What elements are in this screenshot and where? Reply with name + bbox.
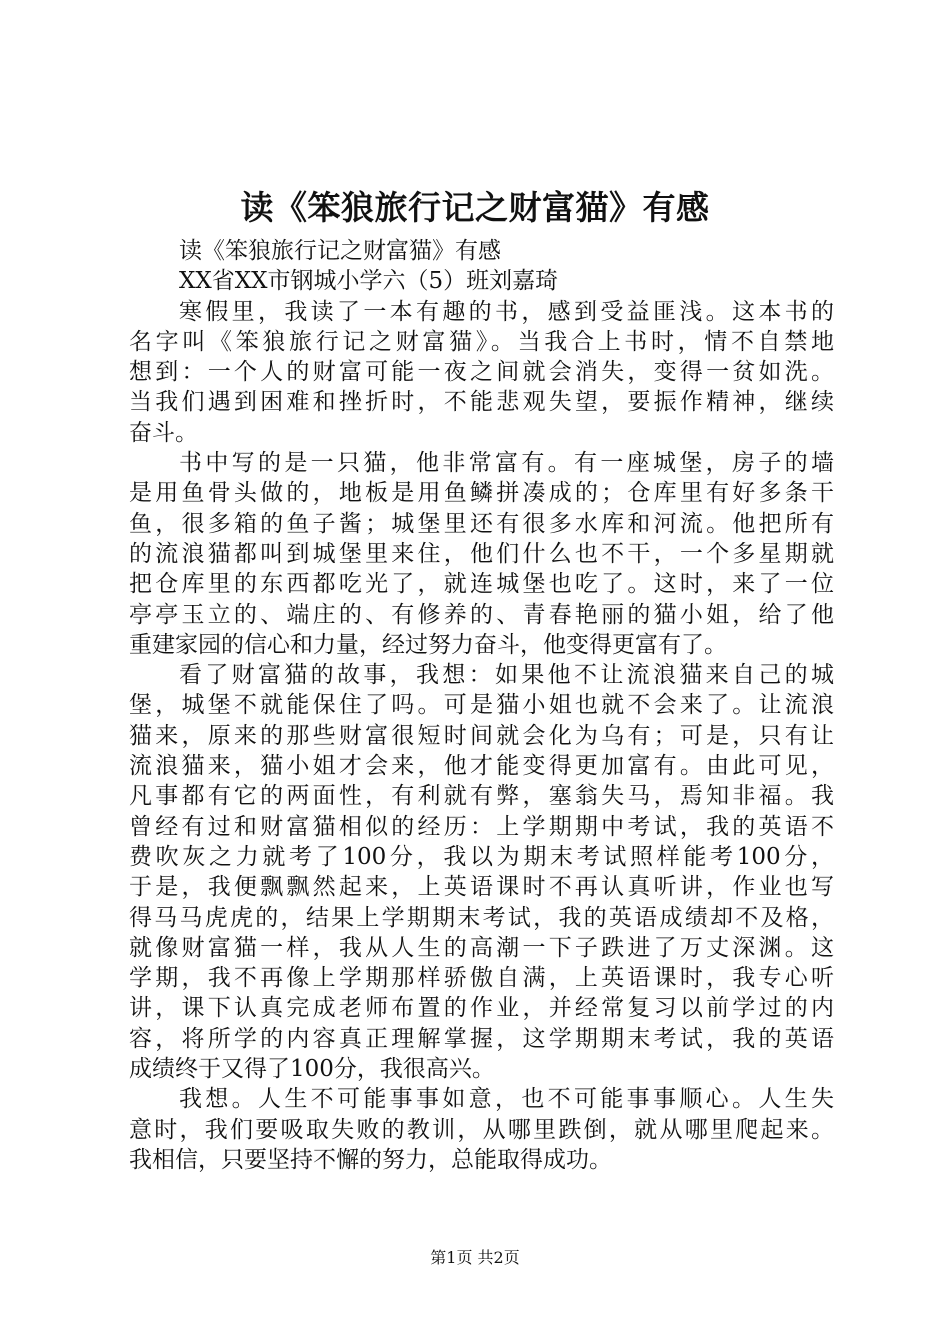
document-title: 读《笨狼旅行记之财富猫》有感: [240, 188, 710, 227]
text-line: 当我们遇到困难和挫折时，不能悲观失望，要振作精神，继续: [129, 389, 834, 416]
text-line: 猫来，原来的那些财富很短时间就会化为乌有；可是，只有让: [129, 722, 834, 749]
text-line: 容，将所学的内容真正理解掌握，这学期期末考试，我的英语: [129, 1025, 834, 1052]
text-line: 是用鱼骨头做的，地板是用鱼鳞拼凑成的；仓库里有好多条干: [129, 480, 834, 507]
text-line: 意时，我们要吸取失败的教训，从哪里跌倒，就从哪里爬起来。: [129, 1116, 834, 1143]
text-line: 亭亭玉立的、端庄的、有修养的、青春艳丽的猫小姐，给了他: [129, 601, 834, 628]
text-line: 名字叫《笨狼旅行记之财富猫》。当我合上书时，情不自禁地: [129, 328, 834, 355]
document-body: [129, 236, 834, 1175]
text-line: 想到：一个人的财富可能一夜之间就会消失，变得一贫如洗。: [129, 359, 834, 386]
text-line: 鱼，很多箱的鱼子酱；城堡里还有很多水库和河流。他把所有: [129, 510, 834, 537]
text-line: 学期，我不再像上学期那样骄傲自满，上英语课时，我专心听: [129, 965, 834, 992]
text-line: 于是，我便飘飘然起来，上英语课时不再认真听讲，作业也写: [129, 874, 834, 901]
text-line: XX省XX市钢城小学六（5）班刘嘉琦: [179, 268, 559, 295]
text-line: 费吹灰之力就考了100分，我以为期末考试照样能考100分，: [129, 843, 834, 870]
text-line: 重建家园的信心和力量，经过努力奋斗，他变得更富有了。: [129, 631, 727, 658]
text-line: 寒假里，我读了一本有趣的书，感到受益匪浅。这本书的: [179, 298, 834, 325]
page-footer: 第1页 共2页: [430, 1248, 520, 1267]
text-line: 书中写的是一只猫，他非常富有。有一座城堡，房子的墙: [179, 450, 834, 477]
text-line: 的流浪猫都叫到城堡里来住，他们什么也不干，一个多星期就: [129, 540, 834, 567]
text-line: 我想。人生不可能事事如意，也不可能事事顺心。人生失: [179, 1086, 834, 1113]
text-line: 流浪猫来，猫小姐才会来，他才能变得更加富有。由此可见，: [129, 753, 834, 780]
text-line: 成绩终于又得了100分，我很高兴。: [129, 1056, 495, 1083]
text-line: 我相信，只要坚持不懈的努力，总能取得成功。: [129, 1146, 612, 1173]
text-line: 就像财富猫一样，我从人生的高潮一下子跌进了万丈深渊。这: [129, 934, 834, 961]
text-line: 读《笨狼旅行记之财富猫》有感: [179, 238, 501, 264]
text-line: 把仓库里的东西都吃光了，就连城堡也吃了。这时，来了一位: [129, 571, 834, 598]
text-line: 堡，城堡不就能保住了吗。可是猫小姐也就不会来了。让流浪: [129, 692, 834, 719]
text-line: 曾经有过和财富猫相似的经历：上学期期中考试，我的英语不: [129, 813, 834, 840]
text-line: 讲，课下认真完成老师布置的作业，并经常复习以前学过的内: [129, 995, 834, 1022]
text-line: 看了财富猫的故事，我想：如果他不让流浪猫来自己的城: [179, 662, 834, 689]
text-line: 奋斗。: [129, 419, 198, 446]
text-line: 凡事都有它的两面性，有利就有弊，塞翁失马，焉知非福。我: [129, 783, 834, 810]
text-line: 得马马虎虎的，结果上学期期末考试，我的英语成绩却不及格，: [129, 904, 834, 931]
